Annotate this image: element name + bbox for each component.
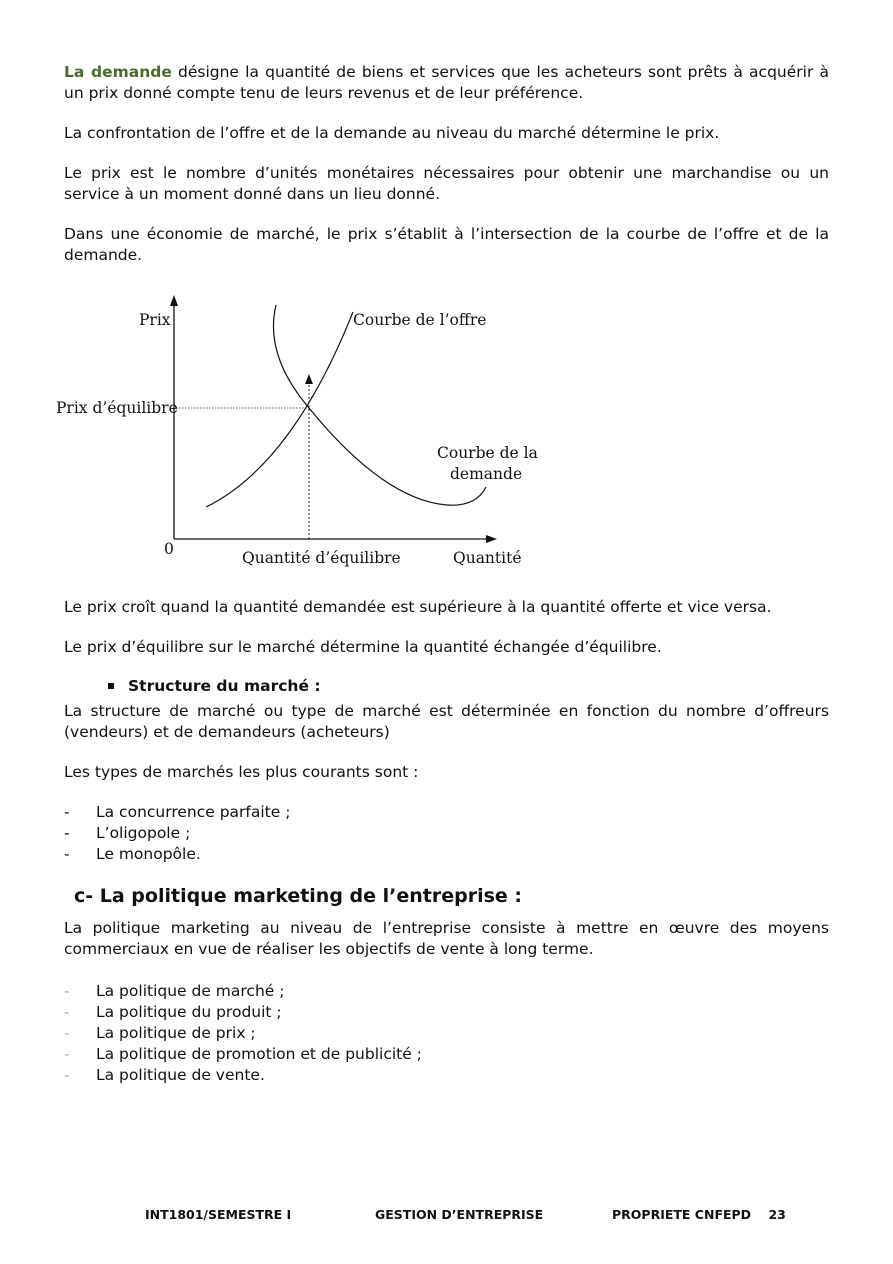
dash-bullet: - [64, 1024, 70, 1042]
dash-bullet: - [64, 824, 70, 842]
intro-rest: désigne la quantité de biens et services que les acheteurs sont prêts à acquérir à un prix donné compte tenu de leurs revenus et de leur préférence. [64, 63, 830, 102]
footer-course-code: INT1801/SEMESTRE I [145, 1207, 292, 1222]
eq-quantity-arrow [305, 374, 313, 384]
list-item-text: La politique du produit ; [96, 1003, 282, 1021]
dash-bullet: - [64, 1066, 70, 1084]
structure-title [108, 677, 829, 695]
supply-demand-diagram [56, 285, 829, 585]
paragraph-prix-equilibre: Le prix d’équilibre sur le marché détermine la quantité échangée d’équilibre. [64, 638, 662, 656]
demand-curve-label-line1: Courbe de la [437, 444, 538, 462]
marketing-policies-list [64, 981, 829, 1086]
dash-bullet: - [64, 1045, 70, 1063]
paragraph-prix-definition: Le prix est le nombre d’unités monétaires nécessaires pour obtenir une marchandise ou un service à un moment donné dans un lieu donné. [64, 164, 829, 203]
list-item [64, 1044, 829, 1065]
diagram-svg [64, 285, 829, 585]
paragraph-prix-croit: Le prix croît quand la quantité demandée est supérieure à la quantité offerte et vice versa. [64, 598, 772, 616]
types-intro: Les types de marchés les plus courants sont : [64, 763, 419, 781]
list-item [64, 1065, 829, 1086]
dash-bullet: - [64, 803, 70, 821]
intro-paragraph [64, 62, 829, 104]
square-bullet-icon [108, 683, 114, 689]
market-types-list [64, 802, 829, 865]
structure-paragraph: La structure de marché ou type de marché est déterminée en fonction du nombre d’offreurs (vendeurs) et de demandeurs (acheteurs) [64, 702, 829, 741]
list-item-text: La concurrence parfaite ; [96, 803, 291, 821]
marketing-heading: c- La politique marketing de l’entreprise : [74, 885, 523, 907]
x-axis-label: Quantité [453, 549, 522, 567]
term-demande: La demande [64, 63, 172, 81]
dash-bullet: - [64, 982, 70, 1000]
paragraph-confrontation: La confrontation de l’offre et de la demande au niveau du marché détermine le prix. [64, 124, 720, 142]
demand-curve-label-line2: demande [450, 465, 523, 483]
footer-course-title: GESTION D’ENTREPRISE [375, 1207, 544, 1222]
list-item-text: Le monopôle. [96, 845, 201, 863]
list-item [64, 802, 829, 823]
list-item-text: L’oligopole ; [96, 824, 191, 842]
supply-curve [206, 312, 353, 507]
structure-title-text: Structure du marché : [128, 677, 321, 695]
footer-owner-page: PROPRIETE CNFEPD 23 [612, 1207, 786, 1222]
list-item [64, 981, 829, 1002]
document-page [56, 62, 830, 1105]
paragraph-economie-marche: Dans une économie de marché, le prix s’établit à l’intersection de la courbe de l’offre et de la demande. [64, 225, 829, 264]
list-item [64, 1002, 829, 1023]
origin-label: 0 [164, 540, 174, 558]
list-item [64, 1023, 829, 1044]
x-axis-arrow [486, 535, 497, 543]
list-item-text: La politique de vente. [96, 1066, 265, 1084]
supply-curve-label: Courbe de l’offre [353, 311, 487, 329]
list-item-text: La politique de marché ; [96, 982, 285, 1000]
list-item-text: La politique de promotion et de publicité ; [96, 1045, 422, 1063]
y-axis-arrow [170, 295, 178, 306]
dash-bullet: - [64, 845, 70, 863]
dash-bullet: - [64, 1003, 70, 1021]
list-item [64, 823, 829, 844]
eq-quantity-label: Quantité d’équilibre [242, 549, 401, 567]
list-item [64, 844, 829, 865]
y-axis-label: Prix [139, 311, 171, 329]
eq-price-label: Prix d’équilibre [56, 399, 178, 417]
list-item-text: La politique de prix ; [96, 1024, 256, 1042]
marketing-paragraph: La politique marketing au niveau de l’entreprise consiste à mettre en œuvre des moyens commerciaux en vue de réaliser les objectifs de vente à long terme. [64, 919, 829, 958]
